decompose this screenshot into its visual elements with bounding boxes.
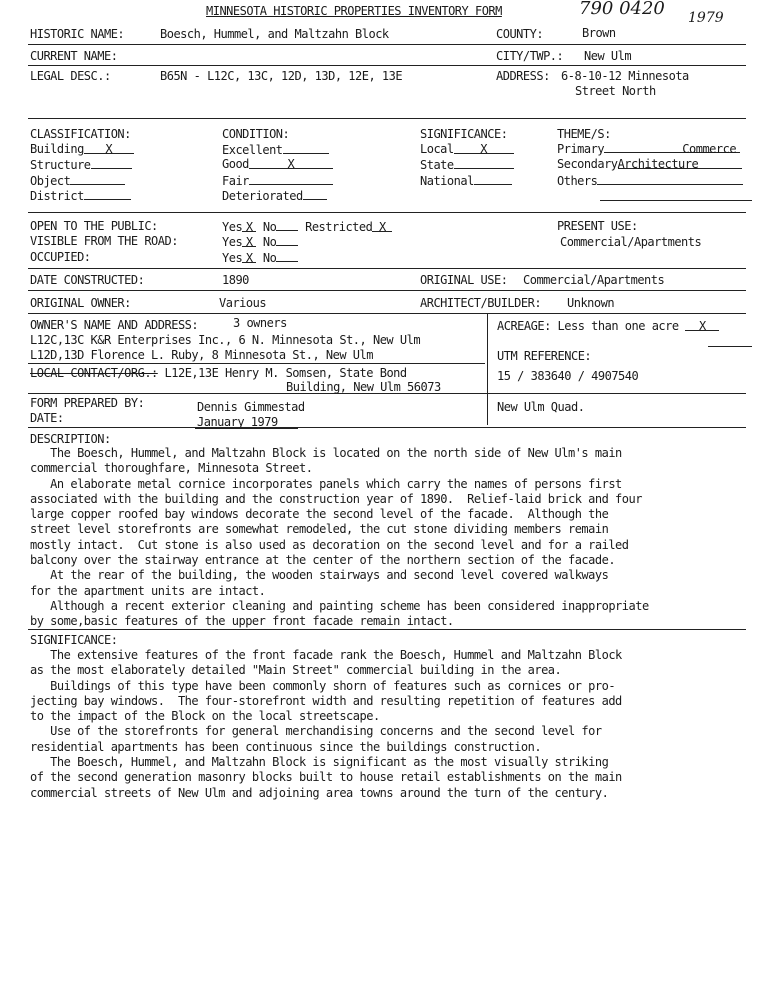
county-value: Brown bbox=[582, 26, 616, 40]
owner-line-1: L12C,13C K&R Enterprises Inc., 6 N. Minnesota St., New Ulm bbox=[30, 333, 421, 347]
historic-name-label: HISTORIC NAME: bbox=[30, 27, 125, 41]
rule bbox=[28, 427, 746, 428]
legal-desc-label: LEGAL DESC.: bbox=[30, 69, 111, 83]
significance-line: Buildings of this type have been commonly shorn of features such as cornices or pro- bbox=[30, 678, 616, 693]
theme-secondary-value: Architecture bbox=[618, 157, 742, 169]
significance-label: SIGNIFICANCE: bbox=[30, 633, 118, 647]
significance-line: as the most elaborately detailed "Main Street" commercial building in the area. bbox=[30, 663, 562, 678]
rule bbox=[28, 44, 746, 45]
rule bbox=[28, 290, 746, 291]
rule bbox=[28, 313, 746, 314]
significance-line: of the second generation masonry blocks built to house retail establishments on the main bbox=[30, 770, 622, 785]
significance-line: The Boesch, Hummel, and Maltzahn Block is significant as the most visually striking bbox=[30, 755, 609, 770]
rule bbox=[28, 268, 746, 269]
significance-line: Use of the storefronts for general merchandising concerns and the second level for bbox=[30, 724, 602, 739]
rule bbox=[28, 393, 746, 394]
theme-primary: Primary Commerce bbox=[557, 142, 740, 156]
rule bbox=[28, 118, 746, 119]
significance-line: to the impact of the Block on the local streetscape. bbox=[30, 709, 380, 724]
classification-object: Object bbox=[30, 173, 125, 188]
city-label: CITY/TWP.: bbox=[496, 49, 564, 63]
visible-road-label: VISIBLE FROM THE ROAD: bbox=[30, 234, 178, 248]
form-title: MINNESOTA HISTORIC PROPERTIES INVENTORY FORM bbox=[206, 4, 502, 18]
classification-district: District bbox=[30, 188, 131, 203]
original-use-value: Commercial/Apartments bbox=[523, 273, 665, 287]
description-line: commercial thoroughfare, Minnesota Street. bbox=[30, 461, 313, 476]
acreage-mark: X bbox=[685, 319, 719, 331]
visible-road-options: Yes X No bbox=[222, 234, 298, 249]
rule bbox=[28, 629, 746, 630]
acreage-row: ACREAGE: Less than one acre X bbox=[497, 319, 719, 333]
rule bbox=[28, 212, 746, 213]
description-line: large copper roofed bay windows decorate the second level of the facade. Although the bbox=[30, 507, 609, 522]
handwritten-stamp-number: 790 0420 bbox=[579, 0, 665, 19]
classification-building: Building X bbox=[30, 142, 134, 156]
original-owner-label: ORIGINAL OWNER: bbox=[30, 296, 131, 310]
address-label: ADDRESS: bbox=[496, 69, 550, 83]
classification-label: CLASSIFICATION: bbox=[30, 127, 131, 141]
handwritten-stamp-year: 1979 bbox=[688, 10, 724, 26]
divider bbox=[487, 313, 488, 425]
local-mark: X bbox=[454, 142, 514, 154]
description-label: DESCRIPTION: bbox=[30, 432, 111, 446]
theme-blank-line bbox=[600, 200, 752, 201]
rule bbox=[28, 363, 485, 364]
significance-state: State bbox=[420, 157, 514, 172]
description-line: At the rear of the building, the wooden stairways and second level covered walkways bbox=[30, 568, 609, 583]
address-line1: 6-8-10-12 Minnesota bbox=[561, 69, 689, 83]
owners-count: 3 owners bbox=[233, 316, 287, 330]
theme-primary-value: Commerce bbox=[604, 142, 740, 153]
open-public-label: OPEN TO THE PUBLIC: bbox=[30, 219, 158, 233]
description-line: for the apartment units are intact. bbox=[30, 583, 266, 598]
theme-secondary: SecondaryArchitecture bbox=[557, 157, 742, 171]
owner-line-2: L12D,13D Florence L. Ruby, 8 Minnesota St., New Ulm bbox=[30, 348, 373, 362]
good-mark: X bbox=[249, 157, 333, 169]
quad-value: New Ulm Quad. bbox=[497, 400, 585, 414]
description-line: associated with the building and the construction year of 1890. Relief-laid brick and four bbox=[30, 491, 642, 506]
present-use-label: PRESENT USE: bbox=[557, 219, 638, 233]
condition-deteriorated: Deteriorated bbox=[222, 188, 327, 203]
significance-box-label: SIGNIFICANCE: bbox=[420, 127, 508, 141]
significance-text bbox=[30, 648, 746, 801]
prepared-date-value: January 1979 bbox=[197, 415, 278, 429]
significance-line: jecting bay windows. The four-storefront width and resulting repetition of features add bbox=[30, 693, 622, 708]
date-constructed-value: 1890 bbox=[222, 273, 249, 287]
occupied-label: OCCUPIED: bbox=[30, 250, 91, 264]
condition-label: CONDITION: bbox=[222, 127, 290, 141]
description-line: balcony over the stairway entrance at the center of the northern section of the facade. bbox=[30, 553, 616, 568]
prepared-by-value: Dennis Gimmestad bbox=[197, 400, 305, 414]
architect-label: ARCHITECT/BUILDER: bbox=[420, 296, 542, 310]
open-public-options: Yes X No Restricted X bbox=[222, 219, 392, 234]
prepared-by-label: FORM PREPARED BY: bbox=[30, 396, 145, 410]
prepared-date-label: DATE: bbox=[30, 411, 64, 425]
description-line: mostly intact. Cut stone is also used as decoration on the second level and for a railed bbox=[30, 537, 629, 552]
description-line: street level storefronts are somewhat remodeled, the cut stone dividing members remain bbox=[30, 522, 609, 537]
original-owner-value: Various bbox=[219, 296, 267, 310]
architect-value: Unknown bbox=[567, 296, 615, 310]
description-line: by some,basic features of the upper front facade remain intact. bbox=[30, 614, 454, 629]
description-line: The Boesch, Hummel, and Maltzahn Block is located on the north side of New Ulm's main bbox=[30, 446, 622, 460]
rule bbox=[28, 65, 746, 66]
description-line: An elaborate metal cornice incorporates panels which carry the names of persons first bbox=[30, 476, 622, 491]
owner-line-3: LOCAL CONTACT/ORG.: L12E,13E Henry M. Somsen, State Bond bbox=[30, 366, 407, 380]
occupied-options: Yes X No bbox=[222, 250, 298, 265]
utm-label: UTM REFERENCE: bbox=[497, 349, 592, 363]
significance-local: Local X bbox=[420, 142, 514, 156]
classification-structure: Structure bbox=[30, 157, 132, 172]
historic-name-value: Boesch, Hummel, and Maltzahn Block bbox=[160, 27, 389, 41]
significance-line: commercial streets of New Ulm and adjoining area towns around the turn of the century. bbox=[30, 785, 609, 800]
condition-fair: Fair bbox=[222, 173, 333, 188]
significance-line: residential apartments has been continuous since the buildings construction. bbox=[30, 739, 542, 754]
date-constructed-label: DATE CONSTRUCTED: bbox=[30, 273, 145, 287]
legal-desc-value: B65N - L12C, 13C, 12D, 13D, 12E, 13E bbox=[160, 69, 403, 83]
building-mark: X bbox=[84, 142, 134, 154]
current-name-label: CURRENT NAME: bbox=[30, 49, 118, 63]
significance-line: The extensive features of the front facade rank the Boesch, Hummel and Maltzahn Block bbox=[30, 648, 622, 662]
owners-label: OWNER'S NAME AND ADDRESS: bbox=[30, 318, 199, 332]
utm-value: 15 / 383640 / 4907540 bbox=[497, 369, 639, 383]
acreage-blank-line bbox=[708, 346, 752, 347]
significance-national: National bbox=[420, 173, 512, 188]
present-use-value: Commercial/Apartments bbox=[560, 235, 702, 249]
date-underline bbox=[195, 428, 298, 429]
owner-line-4: Building, New Ulm 56073 bbox=[286, 380, 441, 394]
condition-excellent: Excellent bbox=[222, 142, 329, 157]
local-contact-label: LOCAL CONTACT/ORG.: bbox=[30, 366, 158, 380]
description-text bbox=[30, 446, 746, 630]
condition-good: Good X bbox=[222, 157, 333, 171]
address-line2: Street North bbox=[575, 84, 656, 98]
original-use-label: ORIGINAL USE: bbox=[420, 273, 508, 287]
themes-label: THEME/S: bbox=[557, 127, 611, 141]
theme-others: Others bbox=[557, 173, 743, 188]
city-value: New Ulm bbox=[584, 49, 632, 63]
description-line: Although a recent exterior cleaning and painting scheme has been considered inappropriate bbox=[30, 598, 649, 613]
county-label: COUNTY: bbox=[496, 27, 544, 41]
